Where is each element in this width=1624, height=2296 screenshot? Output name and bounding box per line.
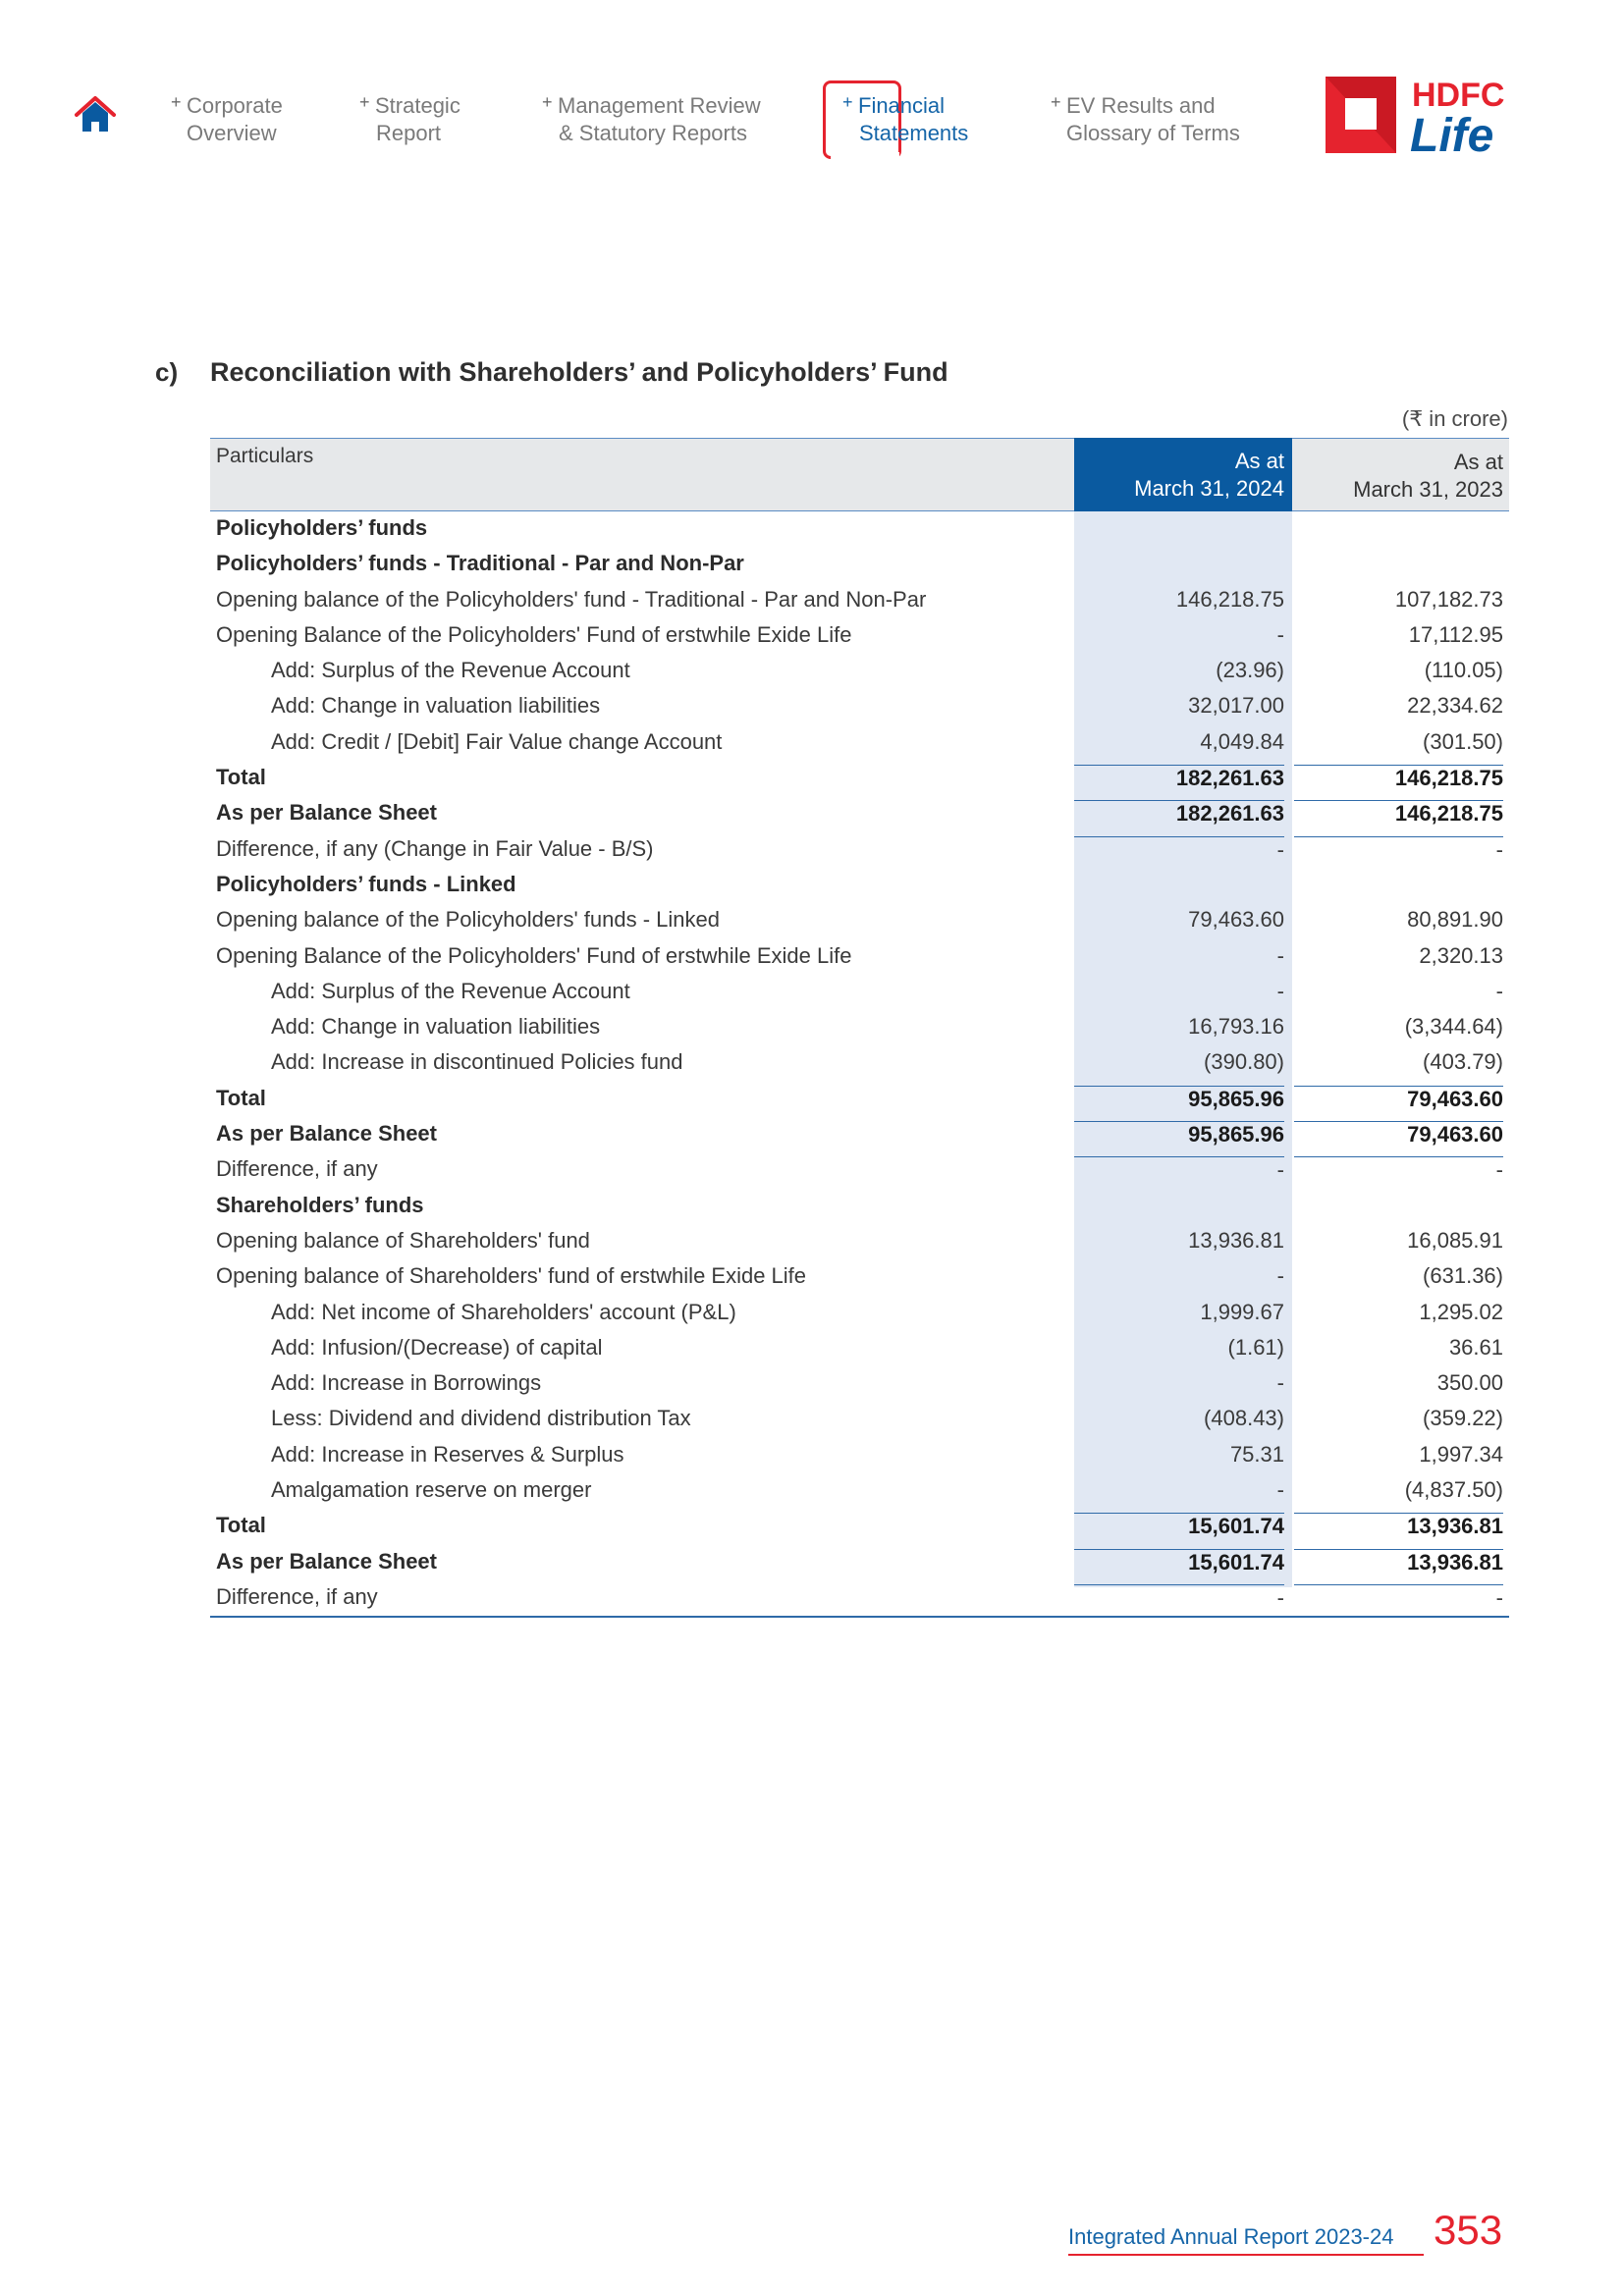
value-2024: -	[1074, 1584, 1284, 1611]
table-row	[210, 939, 1509, 975]
value-2023: -	[1294, 1156, 1503, 1183]
row-label: Opening balance of Shareholders' fund	[216, 1227, 590, 1253]
row-label: Opening Balance of the Policyholders' Fund of erstwhile Exide Life	[216, 942, 852, 968]
reconciliation-table	[210, 438, 1509, 1616]
table-row	[210, 1259, 1509, 1295]
nav-label-line1: Strategic	[375, 93, 460, 118]
value-2024: (1.61)	[1227, 1334, 1284, 1360]
row-label: Opening balance of Shareholders' fund of erstwhile Exide Life	[216, 1263, 807, 1289]
value-2023: 146,218.75	[1294, 765, 1503, 791]
row-label: Difference, if any	[216, 1156, 378, 1182]
row-label: Less: Dividend and dividend distribution Tax	[271, 1406, 691, 1431]
value-2024: -	[1074, 1156, 1284, 1183]
table-row	[210, 1224, 1509, 1259]
row-label: Add: Increase in Borrowings	[271, 1370, 542, 1396]
nav-label-line2: Glossary of Terms	[1066, 121, 1240, 145]
table-row	[210, 1331, 1509, 1366]
value-2024: 182,261.63	[1074, 765, 1284, 791]
header-particulars: Particulars	[216, 445, 314, 467]
row-label: Add: Increase in Reserves & Surplus	[271, 1441, 624, 1467]
value-2024: 32,017.00	[1188, 693, 1284, 719]
value-2023: (4,837.50)	[1404, 1477, 1503, 1503]
active-tab-indicator-gap	[831, 152, 899, 160]
value-2023: (631.36)	[1423, 1263, 1503, 1289]
table-row	[210, 1152, 1509, 1188]
row-label: Shareholders’ funds	[216, 1192, 424, 1217]
home-icon[interactable]	[73, 94, 118, 135]
table-row	[210, 975, 1509, 1010]
nav-ev-results[interactable]	[1051, 92, 1240, 147]
plus-icon: +	[542, 92, 553, 112]
row-label: Add: Credit / [Debit] Fair Value change Account	[271, 728, 723, 754]
table-body	[210, 511, 1509, 1616]
table-row	[210, 832, 1509, 868]
value-2023: 146,218.75	[1294, 800, 1503, 827]
row-label: Add: Surplus of the Revenue Account	[271, 658, 630, 683]
value-2024: (390.80)	[1204, 1049, 1284, 1075]
value-2024: -	[1276, 1263, 1284, 1289]
table-row	[210, 1473, 1509, 1509]
value-2024: 146,218.75	[1175, 586, 1284, 612]
nav-label-line2: Report	[376, 121, 442, 145]
row-label: As per Balance Sheet	[216, 800, 437, 826]
value-2024: -	[1276, 621, 1284, 647]
table-row	[210, 654, 1509, 689]
row-label: Add: Change in valuation liabilities	[271, 693, 601, 719]
value-2024: (408.43)	[1204, 1406, 1284, 1431]
nav-label-line2: Overview	[187, 121, 277, 145]
footer-report-title: Integrated Annual Report 2023-24	[1068, 2224, 1394, 2249]
header-col-2023-line1: As at	[1453, 450, 1503, 474]
table-row	[210, 1189, 1509, 1224]
page-number: 353	[1434, 2207, 1503, 2253]
table-row	[210, 1402, 1509, 1437]
value-2023: (3,344.64)	[1404, 1014, 1503, 1040]
row-label: Difference, if any	[216, 1583, 378, 1609]
row-label: Opening balance of the Policyholders' funds - Linked	[216, 907, 720, 933]
row-label: Total	[216, 765, 266, 790]
value-2024: 15,601.74	[1074, 1549, 1284, 1575]
plus-icon: +	[171, 92, 182, 112]
table-row-total	[210, 1509, 1509, 1544]
nav-corporate-overview[interactable]	[171, 92, 283, 147]
row-label: Add: Infusion/(Decrease) of capital	[271, 1334, 603, 1360]
table-header	[210, 438, 1509, 511]
row-label: Opening Balance of the Policyholders' Fund of erstwhile Exide Life	[216, 621, 852, 647]
value-2023: 2,320.13	[1419, 942, 1503, 968]
value-2023: 17,112.95	[1408, 621, 1503, 647]
header-col-2023-line2: March 31, 2023	[1353, 477, 1503, 502]
value-2024: -	[1276, 942, 1284, 968]
table-row-balance-sheet	[210, 1545, 1509, 1580]
row-label: Amalgamation reserve on merger	[271, 1477, 592, 1503]
logo-text-hdfc: HDFC	[1412, 77, 1505, 114]
row-label: Policyholders’ funds	[216, 515, 428, 540]
row-label: Policyholders’ funds - Traditional - Par and Non-Par	[216, 551, 744, 576]
value-2023: 16,085.91	[1407, 1227, 1503, 1253]
value-2024: 95,865.96	[1074, 1086, 1284, 1112]
table-row	[210, 1045, 1509, 1081]
nav-label-line2: & Statutory Reports	[559, 121, 747, 145]
value-2023: 36.61	[1448, 1334, 1503, 1360]
value-2023: 79,463.60	[1294, 1086, 1503, 1112]
value-2023: -	[1495, 978, 1503, 1003]
table-row	[210, 1296, 1509, 1331]
header-col-2024-line2: March 31, 2024	[1134, 476, 1284, 501]
table-row	[210, 1580, 1509, 1616]
value-2023: (403.79)	[1423, 1049, 1503, 1075]
value-2024: -	[1276, 1370, 1284, 1396]
value-2023: (301.50)	[1423, 728, 1503, 754]
value-2024: (23.96)	[1216, 658, 1284, 683]
value-2024: 13,936.81	[1188, 1227, 1284, 1253]
value-2023: 80,891.90	[1407, 907, 1503, 933]
table-row	[210, 618, 1509, 654]
value-2024: 75.31	[1229, 1441, 1284, 1467]
table-row	[210, 689, 1509, 724]
table-row-total	[210, 761, 1509, 796]
row-label: Total	[216, 1085, 266, 1110]
table-row	[210, 511, 1509, 547]
value-2024: -	[1276, 1477, 1284, 1503]
row-label: Total	[216, 1513, 266, 1538]
row-label: As per Balance Sheet	[216, 1121, 437, 1147]
nav-strategic-report[interactable]	[359, 92, 460, 147]
row-label: Add: Increase in discontinued Policies fund	[271, 1049, 683, 1075]
value-2023: 1,295.02	[1419, 1299, 1503, 1324]
value-2023: 1,997.34	[1419, 1441, 1503, 1467]
table-row	[210, 1438, 1509, 1473]
row-label: Add: Change in valuation liabilities	[271, 1014, 601, 1040]
plus-icon: +	[842, 92, 853, 112]
hdfc-life-logo	[1326, 77, 1512, 157]
value-2024: -	[1074, 836, 1284, 863]
nav-label-line2: Statements	[859, 121, 969, 145]
unit-label: (₹ in crore)	[1401, 406, 1508, 431]
table-row	[210, 903, 1509, 938]
value-2024: 1,999.67	[1200, 1299, 1284, 1324]
value-2023: (359.22)	[1423, 1406, 1503, 1431]
value-2023: 350.00	[1436, 1370, 1503, 1396]
nav-label-line1: Management Review	[558, 93, 761, 118]
value-2024: 4,049.84	[1200, 728, 1284, 754]
footer-underline	[1068, 2254, 1424, 2256]
plus-icon: +	[1051, 92, 1061, 112]
table-row	[210, 1366, 1509, 1402]
row-label: Opening balance of the Policyholders' fund - Traditional - Par and Non-Par	[216, 586, 927, 612]
value-2023: -	[1294, 1584, 1503, 1611]
section-title: Reconciliation with Shareholders’ and Policyholders’ Fund	[210, 357, 948, 387]
table-row	[210, 547, 1509, 582]
row-label: Difference, if any (Change in Fair Value - B/S)	[216, 835, 654, 861]
logo-text-life: Life	[1410, 110, 1494, 157]
value-2023: 13,936.81	[1294, 1549, 1503, 1575]
row-label: As per Balance Sheet	[216, 1548, 437, 1574]
table-row	[210, 1010, 1509, 1045]
nav-financial-statements[interactable]	[842, 92, 969, 147]
row-label: Add: Surplus of the Revenue Account	[271, 978, 630, 1003]
value-2024: -	[1276, 978, 1284, 1003]
header-col-2024-line1: As at	[1234, 449, 1284, 473]
value-2023: 79,463.60	[1294, 1121, 1503, 1148]
row-label: Policyholders’ funds - Linked	[216, 871, 516, 896]
value-2024: 182,261.63	[1074, 800, 1284, 827]
value-2023: 107,182.73	[1394, 586, 1503, 612]
section-letter: c)	[155, 357, 179, 387]
row-label: Add: Net income of Shareholders' account (P&L)	[271, 1299, 736, 1324]
value-2024: 15,601.74	[1074, 1513, 1284, 1539]
plus-icon: +	[359, 92, 370, 112]
table-bottom-rule	[210, 1616, 1509, 1618]
nav-management-review[interactable]	[542, 92, 761, 147]
value-2024: 95,865.96	[1074, 1121, 1284, 1148]
table-row-balance-sheet	[210, 796, 1509, 831]
table-row-total	[210, 1082, 1509, 1117]
value-2024: 16,793.16	[1188, 1014, 1284, 1040]
header-col-2023	[1294, 439, 1509, 510]
nav-label-line1: Corporate	[187, 93, 283, 118]
value-2023: 13,936.81	[1294, 1513, 1503, 1539]
table-row	[210, 583, 1509, 618]
table-row	[210, 868, 1509, 903]
value-2023: (110.05)	[1424, 658, 1503, 683]
header-col-2024	[1074, 438, 1292, 511]
value-2023: -	[1294, 836, 1503, 863]
table-row	[210, 725, 1509, 761]
value-2024: 79,463.60	[1188, 907, 1284, 933]
value-2023: 22,334.62	[1407, 693, 1503, 719]
nav-label-line1: Financial	[858, 93, 946, 118]
nav-label-line1: EV Results and	[1066, 93, 1216, 118]
table-row-balance-sheet	[210, 1117, 1509, 1152]
